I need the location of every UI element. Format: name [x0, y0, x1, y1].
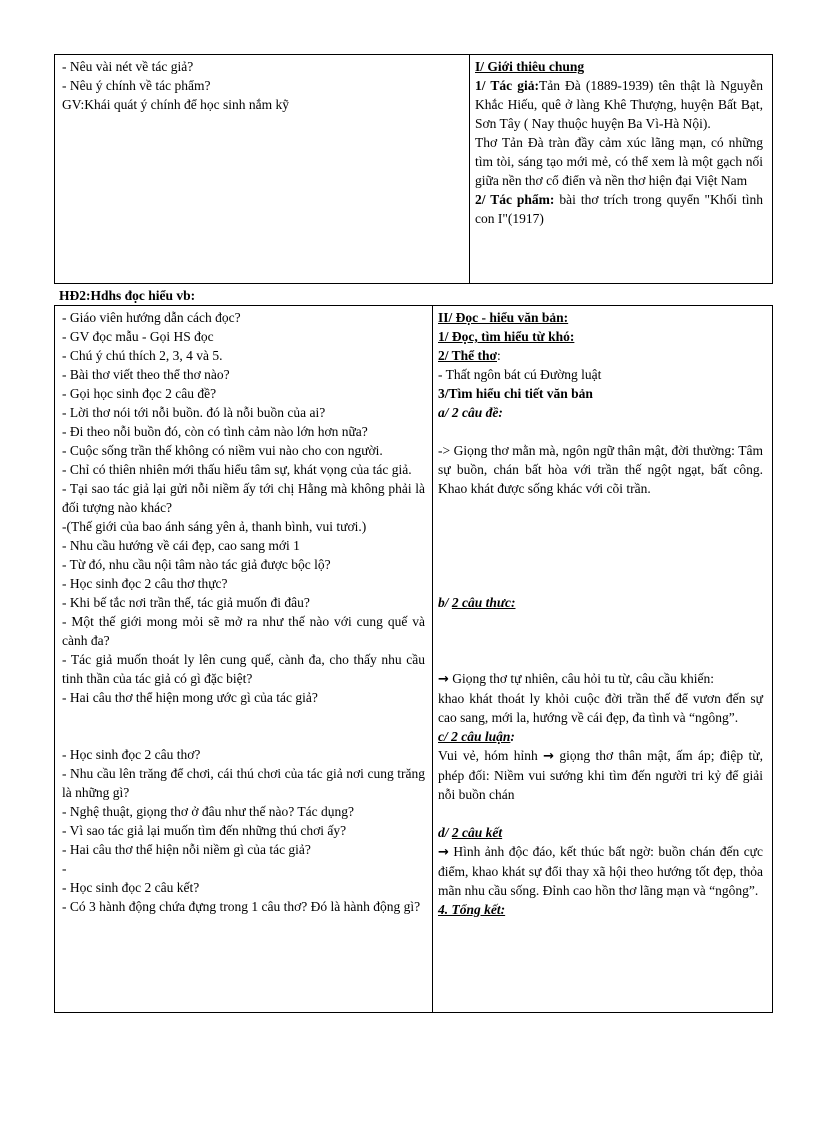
part-a-label: a/ 2 câu đề: — [438, 405, 503, 420]
arrow-icon: → — [543, 749, 554, 764]
intro-content — [470, 55, 772, 283]
work-label: 2/ Tác phẩm: — [475, 192, 555, 207]
work-text: bài thơ trích trong quyển "Khối tình con I"(1917) — [475, 192, 764, 226]
section-heading: I/ Giới thiêu chung — [475, 59, 585, 74]
reading-content — [433, 306, 772, 1012]
question-line: - Học sinh đọc 2 câu kết? — [62, 880, 200, 895]
teacher-questions-intro — [55, 55, 470, 283]
reading-table — [54, 305, 773, 1013]
question-line: - Hai câu thơ thể hiện mong ước gì của tác giả? — [62, 690, 318, 705]
question-line: - Học sinh đọc 2 câu thơ? — [62, 747, 201, 762]
subsection-genre: 2/ Thể thơ: — [438, 348, 501, 363]
arrow-icon: → — [438, 845, 449, 860]
question-line: - Hai câu thơ thể hiện nỗi niềm gì của tác giả? — [62, 842, 311, 857]
summary-heading: 4. Tổng kết: — [438, 902, 506, 917]
question-line: - Nêu vài nét về tác giả? — [62, 59, 194, 74]
question-line: - Khi bế tắc nơi trần thế, tác giả muốn đi đâu? — [62, 595, 310, 610]
question-line: - Nghệ thuật, giọng thơ ở đâu như thế nào? Tác dụng? — [62, 804, 355, 819]
genre-text: - Thất ngôn bát cú Đường luật — [438, 367, 602, 382]
question-line: - Chỉ có thiên nhiên mới thấu hiểu tâm sự, khát vọng của tác giả. — [62, 462, 412, 477]
part-d-label: d/ 2 câu kết — [438, 825, 503, 840]
question-line: - — [62, 861, 67, 876]
intro-table — [54, 54, 773, 284]
part-a-text: -> Giọng thơ mằn mà, ngôn ngữ thân mật, đời thường: Tâm sự buồn, chán bất hòa với trần thế ngột ngạt, bất công. Khao khát được sống khác với cõi trần. — [438, 443, 763, 496]
question-line: - Có 3 hành động chứa đựng trong 1 câu thơ? Đó là hành động gì? — [62, 899, 421, 914]
question-line: - Học sinh đọc 2 câu thơ thực? — [62, 576, 228, 591]
subsection-details: 3/Tìm hiểu chi tiết văn bản — [438, 386, 593, 401]
question-line: - Gọi học sinh đọc 2 câu đề? — [62, 386, 217, 401]
question-line: - Tác giả muốn thoát ly lên cung quế, cành đa, cho thấy nhu cầu tinh thần của tác giả có gì đặc biệt? — [62, 652, 425, 686]
style-paragraph: Thơ Tản Đà tràn đầy cảm xúc lãng mạn, có những tìm tòi, sáng tạo mới mẻ, có thể xem là một gạch nối giữa nền thơ cổ điển và nền thơ hiện đại Việt Nam — [475, 135, 763, 188]
part-b-label: b/ 2 câu thưc: — [438, 595, 516, 610]
author-label: 1/ Tác giả: — [475, 78, 539, 93]
question-line: - Lời thơ nói tới nỗi buồn. đó là nỗi buồn của ai? — [62, 405, 326, 420]
question-line: - Giáo viên hướng dẫn cách đọc? — [62, 310, 241, 325]
question-line: -(Thế giới của bao ánh sáng yên ả, thanh bình, vui tươi.) — [62, 519, 367, 534]
question-line: - Nhu cầu hướng về cái đẹp, cao sang mới 1 — [62, 538, 300, 553]
question-line: - Từ đó, nhu cầu nội tâm nào tác giả được bộc lộ? — [62, 557, 331, 572]
question-line: - Đi theo nỗi buồn đó, còn có tình cảm nào lớn hơn nữa? — [62, 424, 368, 439]
question-line: - Tại sao tác giả lại gửi nỗi niềm ấy tới chị Hằng mà không phải là đối tượng nào khác? — [62, 481, 425, 515]
question-line: - Nêu ý chính về tác phẩm? — [62, 78, 211, 93]
work-paragraph — [475, 190, 763, 228]
question-line: - Vì sao tác giả lại muốn tìm đến những thú chơi ấy? — [62, 823, 347, 838]
question-line: - Một thế giới mong mỏi sẽ mở ra như thế nào với cung quế và cành đa? — [62, 614, 425, 648]
section-heading: II/ Đọc - hiểu văn bản: — [438, 310, 569, 325]
part-d-text: → Hình ảnh độc đáo, kết thúc bất ngờ: buồn chán đến cực điểm, khao khát sự đổi thay xã hội theo hướng tốt đẹp, thỏa mãn nhu cầu sống. Đỉnh cao hồn thơ lãng mạn và “ngông”. — [438, 844, 763, 898]
author-text: Tản Đà (1889-1939) tên thật là Nguyễn Khắc Hiếu, quê ở làng Khê Thượng, huyện Bất Bạt, Sơn Tây ( Nay thuộc huyện Ba Vì-Hà Nội). — [475, 78, 763, 131]
question-line: - Chú ý chú thích 2, 3, 4 và 5. — [62, 348, 223, 363]
subsection-vocab: 1/ Đọc, tìm hiểu từ khó: — [438, 329, 575, 344]
part-b-text2: khao khát thoát ly khỏi cuộc đời trần thế để vươn đến sự cao sang, mới la, hướng về cái đẹp, đa tình và “ngông”. — [438, 691, 763, 725]
part-c-label: c/ 2 câu luận: — [438, 729, 515, 744]
activity-title: HĐ2:Hdhs đọc hiểu vb: — [59, 288, 196, 303]
author-paragraph — [475, 76, 763, 133]
part-b-text: → Giọng thơ tự nhiên, câu hỏi tu từ, câu cầu khiến: — [438, 671, 714, 687]
part-c-text: Vui vẻ, hóm hỉnh → giọng thơ thân mật, ấm áp; điệp từ, phép đối: Niềm vui sướng khi tìm đến người tri kỷ để giải nỗi buồn chán — [438, 748, 763, 802]
question-line: - Bài thơ viết theo thể thơ nào? — [62, 367, 230, 382]
arrow-icon: → — [438, 672, 449, 687]
question-line: - GV đọc mẫu - Gọi HS đọc — [62, 329, 214, 344]
genre-label: 2/ Thể thơ — [438, 348, 497, 363]
question-line: - Nhu cầu lên trăng để chơi, cái thú chơi của tác giả nơi cung trăng là những gì? — [62, 766, 425, 800]
question-line: - Cuộc sống trần thế không có niềm vui nào cho con người. — [62, 443, 383, 458]
teacher-questions-reading — [55, 306, 433, 1012]
question-line: GV:Khái quát ý chính để học sinh nắm kỹ — [62, 97, 289, 112]
